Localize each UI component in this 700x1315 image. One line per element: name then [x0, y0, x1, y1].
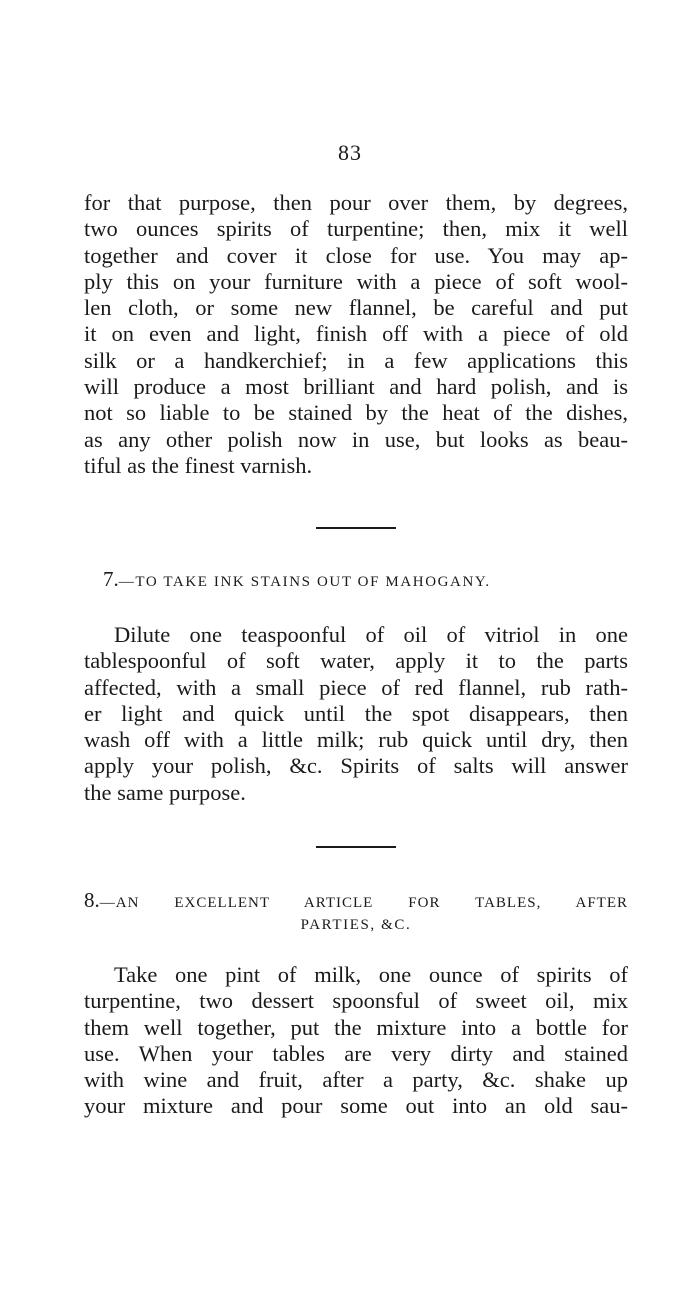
text-line: er light and quick until the spot disappears, then: [84, 700, 628, 726]
text-line: silk or a handkerchief; in a few applications this: [84, 347, 628, 373]
recipe-number: 8.: [84, 888, 100, 912]
section-divider: [316, 527, 396, 529]
text-line: use. When your tables are very dirty and stained: [84, 1040, 628, 1066]
text-line: wash off with a little milk; rub quick until dry, then: [84, 727, 628, 753]
heading-line: PARTIES, &C.: [300, 917, 412, 933]
text-line: for that purpose, then pour over them, by degrees,: [84, 190, 628, 215]
heading-line: [84, 888, 628, 913]
paragraph-tables-after-parties: [84, 962, 628, 1120]
paragraph-polish-continuation: [84, 190, 628, 479]
recipe-number: 7.: [103, 567, 119, 591]
heading-line: [103, 567, 628, 592]
recipe-heading-7: [103, 567, 628, 592]
recipe-title: —AN EXCELLENT ARTICLE FOR TABLES, AFTER: [99, 895, 628, 911]
text-line: as any other polish now in use, but looks as beau-: [84, 426, 628, 452]
recipe-title: —TO TAKE INK STAINS OUT OF MAHOGANY.: [118, 574, 491, 590]
text-line: Dilute one teaspoonful of oil of vitriol in one: [114, 622, 628, 647]
text-line: tablespoonful of soft water, apply it to the parts: [84, 648, 628, 674]
text-line: Take one pint of milk, one ounce of spirits of: [114, 962, 628, 987]
text-line: two ounces spirits of turpentine; then, mix it well: [84, 216, 628, 242]
text-line: your mixture and pour some out into an old sau-: [84, 1093, 628, 1119]
text-line: apply your polish, &c. Spirits of salts will answer: [84, 753, 628, 779]
page-number: 83: [338, 140, 362, 165]
text-line: the same purpose.: [84, 779, 246, 805]
text-line: together and cover it close for use. You may ap-: [84, 242, 628, 268]
paragraph-ink-stains: [84, 622, 628, 806]
text-line: ply this on your furniture with a piece of soft wool-: [84, 268, 628, 294]
text-line: len cloth, or some new flannel, be careful and put: [84, 295, 628, 321]
text-line: turpentine, two dessert spoonsful of sweet oil, mix: [84, 988, 628, 1014]
section-divider: [316, 846, 396, 848]
text-line: it on even and light, finish off with a piece of old: [84, 321, 628, 347]
text-line: with wine and fruit, after a party, &c. shake up: [84, 1067, 628, 1093]
text-line: not so liable to be stained by the heat of the dishes,: [84, 400, 628, 426]
text-line: affected, with a small piece of red flannel, rub rath-: [84, 674, 628, 700]
recipe-heading-8: [84, 888, 628, 934]
text-line: them well together, put the mixture into a bottle for: [84, 1014, 628, 1040]
text-line: will produce a most brilliant and hard polish, and is: [84, 374, 628, 400]
text-line: tiful as the finest varnish.: [84, 452, 313, 478]
